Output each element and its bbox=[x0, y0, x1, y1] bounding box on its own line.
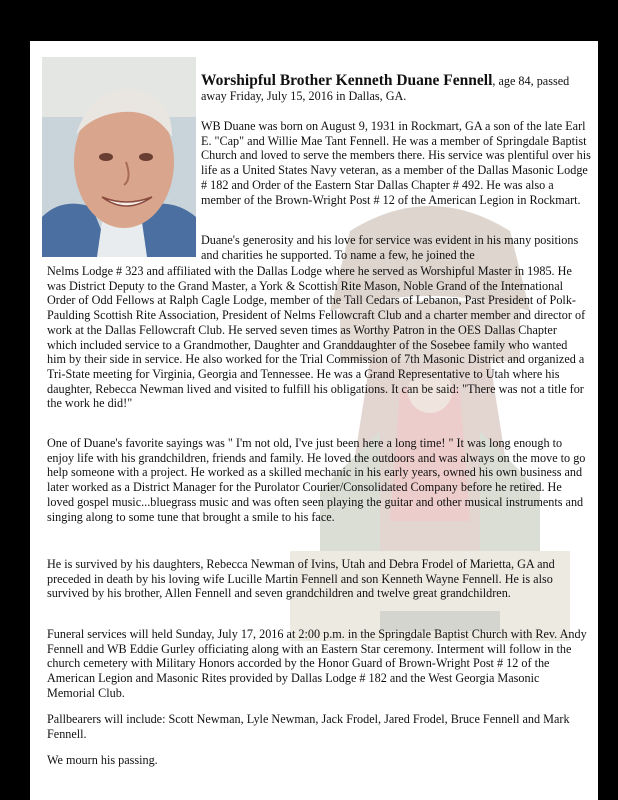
paragraph-pallbearers: Pallbearers will include: Scott Newman, Lyle Newman, Jack Frodel, Jared Frodel, Bruce Fennell and Mark Fennell. bbox=[47, 712, 570, 741]
intro-details: , age 84, passed away Friday, July 15, 2016 in Dallas, GA. bbox=[201, 74, 570, 103]
paragraph-birth: WB Duane was born on August 9, 1931 in Rockmart, GA a son of the late Earl E. "Cap" and Willie Mae Tant Fennell. He was a member of Springdale Baptist Church and loved to serve the members there. His service was plentiful over his life as a United States Navy veteran, as a member of the Dallas Masonic Lodge # 182 and Order of the Eastern Star Dallas Chapter # 492. He was also a member of the Brown-Wright Post # 12 of the American Legion in Rockmart. bbox=[201, 119, 591, 207]
obituary-text bbox=[30, 41, 598, 800]
obituary-intro bbox=[201, 74, 591, 103]
paragraph-survivors: He is survived by his daughters, Rebecca Newman of Ivins, Utah and Debra Frodel of Marietta, GA and preceded in death by his loving wife Lucille Martin Fennell and son Kenneth Wayne Fennell. He is also survived by his brother, Allen Fennell and seven grandchildren and twelve great grandchildren. bbox=[47, 557, 555, 601]
paragraph-service-start: Duane's generosity and his love for service was evident in his many positions and charities he supported. To name a few, he joined the bbox=[201, 233, 579, 262]
paragraph-funeral: Funeral services will held Sunday, July 17, 2016 at 2:00 p.m. in the Springdale Baptist Church with Rev. Andy Fennell and WB Eddie Gurley officiating along with an Eastern Star ceremony. Interment will follow in the church cemetery with Military Honors accorded by the Honor Guard of Brown-Wright Post # 12 of the American Legion and Masonic Rites provided by Dallas Lodge # 182 and the West Georgia Masonic Memorial Club. bbox=[47, 627, 587, 700]
closing-line: We mourn his passing. bbox=[47, 753, 158, 767]
obituary-page bbox=[30, 41, 598, 800]
deceased-name: Worshipful Brother Kenneth Duane Fennell bbox=[201, 72, 493, 89]
paragraph-service-rest: Nelms Lodge # 323 and affiliated with the Dallas Lodge where he served as Worshipful Master in 1985. He was District Deputy to the Grand Master, a York & Scottish Rite Mason, Noble Grand of the International Order of Odd Fellows at Ralph Cagle Lodge, member of the Tall Cedars of Lebanon, Past President of Polk-Paulding Scottish Rite Association, President of Nelms Fellowcraft Club and a charter member and director of work at the Dallas Fellowcraft Club. He served seven times as Worthy Patron in the OES Dallas Chapter which included service to a Grandmother, Daughter and Granddaughter of the Sosebee family who wanted him by their side in service. He also worked for the Trial Commission of 7th Masonic District and organized a Tri-State meeting for Virginia, Georgia and Tennessee. He was a Grand Representative to Utah where his daughter, Rebecca Newman lived and visited to fulfill his obligations. It can be said: "There was not a title for the work he did!" bbox=[47, 264, 586, 411]
paragraph-sayings: One of Duane's favorite sayings was " I'm not old, I've just been here a long time! " It was long enough to enjoy life with his grandchildren, friends and family. He loved the outdoors and was always on the move to go help someone with a project. He worked as a skilled mechanic in his early years, owned his own business and later worked as a District Manager for the Purolator Courier/Consolidated Company before he retired. He loved gospel music...bluegrass music and was often seen playing the guitar and other musical instruments and singing along to some tune that brought a smile to his face. bbox=[47, 436, 586, 524]
